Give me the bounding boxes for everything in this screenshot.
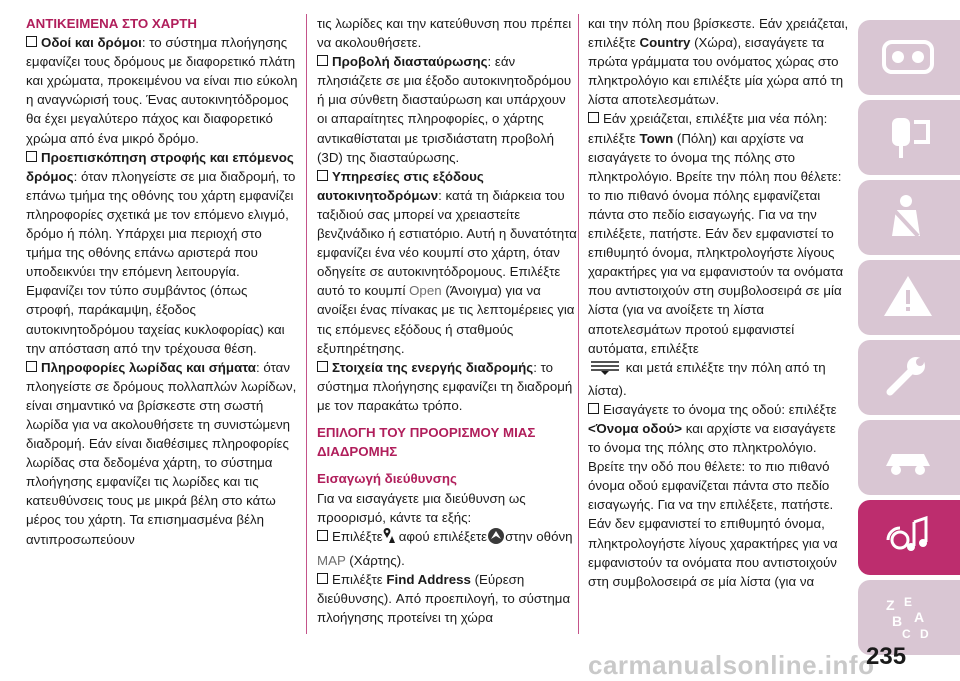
paragraph-exit-services bbox=[317, 167, 579, 358]
column-divider bbox=[578, 14, 579, 634]
text-step1-c: στην οθόνη bbox=[505, 529, 573, 545]
text-lane-info: : όταν πλοηγείστε σε δρόμους πολλαπλών λωρίδων, είναι σημαντικό να βρίσκεστε στη σωστή λωρίδα για να ακολουθήσετε τη συνιστώμενη διαδρομή. Εάν είναι διαθέσιμες πληροφορίες λωρίδας στα δεδομένα χάρτη, το σύστημα πλοήγησης εμφανίζει τις λωρίδες και τις κατευθύνσεις τους με μικρά βέλη στο κάτω μέρος του χάρτη. Τα επισημασμένα βέλη αντιπροσωπεύουν bbox=[26, 359, 297, 547]
svg-text:B: B bbox=[892, 613, 903, 629]
term-find-address: Find Address bbox=[386, 571, 471, 587]
text-roads: : το σύστημα πλοήγησης εμφανίζει τους δρόμους με διαφορετικό πλάτη και χρώματα, προκειμένου να είναι πιο εύκολη η αναγνώρισή τους. Ένας αυτοκινητόδρομος θα έχει μεγαλύτερο πάχος και διαφορετικό χρώμα από ένα μικρό δρόμο. bbox=[26, 35, 298, 146]
tab-keys[interactable] bbox=[858, 100, 960, 175]
checkbox-icon bbox=[26, 36, 37, 47]
text-step2-b: (Εύρεση διεύθυνσης). Από προεπιλογή, το σύστημα πλοήγησης προτείνει τη χώρα bbox=[317, 571, 571, 625]
term-country: Country bbox=[639, 35, 691, 51]
text-street-b: και αρχίστε να εισαγάγετε το όνομα της πόλης στο πληκτρολόγιο. Βρείτε την οδό που θέλετε: το πιο πιθανό όνομα οδού εμφανίζεται πάντα στο πεδίο εισαγωγής. Για να την επιλέξετε, πατήστε. Εάν δεν εμφανιστεί το επιθυμητό όνομα, πληκτρολογήστε λίγους χαρακτήρες για να εμφανιστούν τα ονόματα που αντιστοιχούν στη συμβολοσειρά σε μία λίστα (για να bbox=[588, 420, 838, 589]
text-active-route: : το σύστημα πλοήγησης εμφανίζει τη διαδρομή με τον παρακάτω τρόπο. bbox=[317, 359, 573, 413]
list-results-icon bbox=[588, 360, 622, 381]
text-town-b: (Πόλη) και αρχίστε να εισαγάγετε το όνομα της πόλης στο πληκτρολόγιο. Βρείτε την πόλη που θέλετε: το πιο πιθανό όνομα πόλης εμφανίζεται πάντα στο πεδίο εισαγωγής. Για να την επιλέξετε, πατήστε. Εάν δεν εμφανιστεί το επιθυμητό όνομα, πληκτρολογήστε λίγους χαρακτήρες για να εμφανιστούν τα ονόματα που αντιστοιχούν στη συμβολοσειρά σε μία λίστα (για να ανοίξετε τη λίστα αποτελεσμάτων προτού εμφανιστεί αυτόματα, επιλέξτε bbox=[588, 130, 844, 356]
car-key-icon bbox=[880, 112, 936, 162]
paragraph-active-route bbox=[317, 358, 579, 415]
text-turn-preview: : όταν πλοηγείστε σε μια διαδρομή, το επάνω τμήμα της οθόνης του χάρτη εμφανίζει πληροφορίες σχετικά με τον επόμενο ελιγμό, δρόμο ή πόλη. Υπάρχει μια περιοχή στο τμήμα της οθόνης επάνω αριστερά που υποδεικνύει την επόμενη λειτουργία. Εμφανίζει τον τύπο συμβάντος (όπως στροφή, παράκαμψη, έξοδος αυτοκινητοδρόμου ταχείας κυκλοφορίας) και την απόσταση από την τρέχουσα θέση. bbox=[26, 168, 296, 356]
text-step1-d: (Χάρτης). bbox=[345, 552, 405, 568]
section-title-map-objects: ΑΝΤΙΚΕΙΜΕΝΑ ΣΤΟ ΧΑΡΤΗ bbox=[26, 16, 197, 31]
tab-maintenance[interactable] bbox=[858, 420, 960, 495]
ui-label-open: Open bbox=[409, 283, 442, 299]
paragraph-country bbox=[588, 14, 850, 109]
paragraph-street bbox=[588, 400, 850, 591]
column-1 bbox=[26, 14, 298, 549]
svg-text:C: C bbox=[902, 627, 911, 641]
tab-warnings[interactable] bbox=[858, 260, 960, 335]
term-roads: Οδοί και δρόμοι bbox=[41, 35, 142, 51]
multimedia-icon bbox=[880, 512, 936, 562]
checkbox-icon bbox=[26, 151, 37, 162]
paragraph-step2 bbox=[317, 570, 579, 627]
text-junction-view: : εάν πλησιάζετε σε μια έξοδο αυτοκινητοδρόμου ή μια σύνθετη διασταύρωση και υπάρχουν οι απαραίτητες πληροφορίες, ο χάρτης αντικαθίσταται με τρισδιάστατη προβολή (3D) της διασταύρωσης. bbox=[317, 54, 572, 165]
text-step1-a: Επιλέξτε bbox=[332, 529, 383, 545]
tab-safety[interactable] bbox=[858, 180, 960, 255]
column-divider bbox=[306, 14, 307, 634]
term-turn-preview: Προεπισκόπηση στροφής και επόμενος δρόμος bbox=[26, 149, 294, 184]
text-step1-b: αφού επιλέξετε bbox=[398, 529, 488, 545]
column-2 bbox=[317, 14, 579, 627]
tab-dashboard[interactable] bbox=[858, 20, 960, 95]
spanner-car-icon bbox=[880, 432, 936, 482]
svg-text:Z: Z bbox=[886, 597, 895, 613]
checkbox-icon bbox=[588, 112, 599, 123]
paragraph-continuation: τις λωρίδες και την κατεύθυνση που πρέπει να ακολουθήσετε. bbox=[317, 16, 572, 51]
svg-text:E: E bbox=[904, 595, 913, 609]
warning-triangle-icon bbox=[880, 272, 936, 322]
text-town-c: και μετά επιλέξτε την πόλη από τη λίστα). bbox=[588, 359, 826, 398]
chapter-tabs-sidebar bbox=[858, 0, 960, 678]
term-exit-services: Υπηρεσίες στις εξόδους αυτοκινητοδρόμων bbox=[317, 168, 484, 203]
paragraph-town bbox=[588, 109, 850, 399]
paragraph-step1 bbox=[317, 527, 579, 569]
column-3 bbox=[588, 14, 850, 591]
paragraph-lane-info bbox=[26, 358, 298, 549]
text-country-b: (Χώρα), εισαγάγετε τα πρώτα γράμματα του ονόματος χώρας στο πληκτρολόγιο και επιλέξτε μία χώρα από τη λίστα αποτελεσμάτων. bbox=[588, 35, 844, 108]
checkbox-icon bbox=[317, 55, 328, 66]
text-country-a: και την πόλη που βρίσκεστε. Εάν χρειάζεται, επιλέξτε bbox=[588, 16, 849, 51]
watermark: carmanualsonline.info bbox=[588, 650, 875, 680]
tab-multimedia[interactable] bbox=[858, 500, 960, 575]
checkbox-icon bbox=[317, 573, 328, 584]
ui-label-map: MAP bbox=[317, 552, 346, 568]
text-street-a: Εισαγάγετε το όνομα της οδού: επιλέξτε bbox=[603, 401, 837, 417]
checkbox-icon bbox=[317, 361, 328, 372]
text-town-a: Εάν χρειάζεται, επιλέξτε μια νέα πόλη: επιλέξτε bbox=[588, 111, 828, 146]
subsection-title-address: Εισαγωγή διεύθυνσης bbox=[317, 471, 457, 487]
svg-text:D: D bbox=[920, 627, 929, 641]
text-exit-services-a: : κατά τη διάρκεια του ταξιδιού σας μπορεί να χρειαστείτε βενζινάδικο ή εστιατόριο. Αυτή η δυνατότητα εμφανίζει ένα νέο κουμπί στο χάρτη, όταν οδηγείτε σε αυτοκινητόδρομους. Επιλέξτε αυτό το κουμπί bbox=[317, 187, 577, 299]
index-letters-icon bbox=[880, 592, 936, 642]
checkbox-icon bbox=[26, 361, 37, 372]
paragraph-intro: Για να εισαγάγετε μια διεύθυνση ως προορισμό, κάντε τα εξής: bbox=[317, 491, 526, 526]
navigation-arrow-icon bbox=[487, 527, 505, 550]
text-step2-a: Επιλέξτε bbox=[332, 571, 387, 587]
term-lane-info: Πληροφορίες λωρίδας και σήματα bbox=[41, 359, 256, 375]
svg-text:A: A bbox=[914, 609, 925, 625]
seat-belt-icon bbox=[880, 192, 936, 242]
checkbox-icon bbox=[317, 170, 328, 181]
term-active-route: Στοιχεία της ενεργής διαδρομής bbox=[332, 359, 534, 375]
term-town: Town bbox=[639, 130, 674, 146]
section-title-destination: ΕΠΙΛΟΓΗ ΤΟΥ ΠΡΟΟΡΙΣΜΟΥ ΜΙΑΣ ΔΙΑΔΡΟΜΗΣ bbox=[317, 424, 536, 460]
page-number: 235 bbox=[866, 643, 907, 670]
nav-pin-icon bbox=[383, 527, 399, 550]
tab-emergency[interactable] bbox=[858, 340, 960, 415]
wrench-icon bbox=[880, 352, 936, 402]
checkbox-icon bbox=[588, 403, 599, 414]
checkbox-icon bbox=[317, 530, 328, 541]
term-junction-view: Προβολή διασταύρωσης bbox=[332, 54, 488, 70]
dashboard-icon bbox=[880, 32, 936, 82]
text-exit-services-b: (Άνοιγμα) για να ανοίξει ένας πίνακας με τις λεπτομέρειες για τις επόμενες εξόδους ή σταθμούς εξυπηρέτησης. bbox=[317, 283, 575, 356]
paragraph-turn-preview bbox=[26, 148, 298, 358]
paragraph-roads bbox=[26, 33, 298, 148]
term-street-name: <Όνομα οδού> bbox=[588, 420, 683, 436]
paragraph-junction-view bbox=[317, 52, 579, 167]
